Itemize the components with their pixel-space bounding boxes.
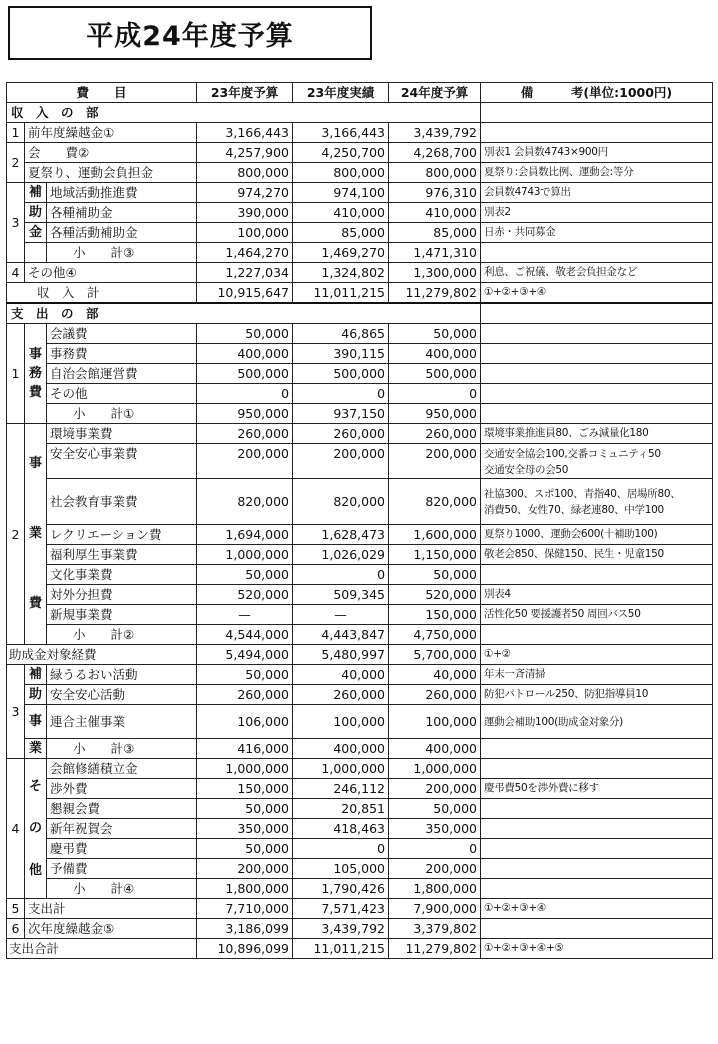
subtotal-row: 小 計② 4,544,000 4,443,847 4,750,000: [7, 625, 713, 645]
table-row: 4 その他④ 1,227,034 1,324,802 1,300,000 利息、ご祝儀、敬老会負担金など: [7, 263, 713, 283]
col-note-header: 備 考(単位:1000円): [481, 83, 713, 103]
subtotal-row: 小 計① 950,000 937,150 950,000: [7, 404, 713, 424]
table-row: 助 各種補助金 390,000 410,000 410,000 別表2: [7, 203, 713, 223]
table-row: 2 会 費② 4,257,900 4,250,700 4,268,700 別表1 会員数4743×900円: [7, 143, 713, 163]
col-2023-actual-header: 23年度実績: [293, 83, 389, 103]
table-row: 4 そ の 他 会館修繕積立金 1,000,000 1,000,000 1,000,000: [7, 759, 713, 779]
expense-total-row: 5 支出計 7,710,000 7,571,423 7,900,000 ①+②+③+④: [7, 899, 713, 919]
table-row: 予備費 200,000 105,000 200,000: [7, 859, 713, 879]
table-row: レクリエーション費 1,694,000 1,628,473 1,600,000 夏祭り1000、運動会600(十補助100): [7, 525, 713, 545]
grand-total-row: 支出合計 10,896,099 11,011,215 11,279,802 ①+②+③+④+⑤: [7, 939, 713, 959]
table-row: 事務費 400,000 390,115 400,000: [7, 344, 713, 364]
table-row: 2 事 業 費 環境事業費 260,000 260,000 260,000 環境事業推進員80、ごみ減量化180: [7, 424, 713, 444]
budget-table: [6, 82, 713, 959]
col-item-header: 費 目: [7, 83, 197, 103]
table-row: 事 連合主催事業 106,000 100,000 100,000 運動会補助100(助成金対象分): [7, 705, 713, 739]
expense-section-label: 支 出 の 部: [7, 303, 481, 324]
table-row: 自治会館運営費 500,000 500,000 500,000: [7, 364, 713, 384]
table-row: 夏祭り、運動会負担金 800,000 800,000 800,000 夏祭り:会員数比例、運動会:等分: [7, 163, 713, 183]
col-2023-budget-header: 23年度予算: [197, 83, 293, 103]
table-row: 慶弔費 50,000 0 0: [7, 839, 713, 859]
table-row: 助 安全安心活動 260,000 260,000 260,000 防犯パトロール250、防犯指導員10: [7, 685, 713, 705]
table-row: 1 事 務 費 会議費 50,000 46,865 50,000: [7, 324, 713, 344]
income-total-row: 収 入 計 10,915,647 11,011,215 11,279,802 ①+②+③+④: [7, 283, 713, 304]
table-row: 文化事業費 50,000 0 50,000: [7, 565, 713, 585]
col-2024-budget-header: 24年度予算: [389, 83, 481, 103]
table-row: 渉外費 150,000 246,112 200,000 慶弔費50を渉外費に移す: [7, 779, 713, 799]
table-row: 新規事業費 — — 150,000 活性化50 要援護者50 周回バス50: [7, 605, 713, 625]
page-title: 平成24年度予算: [8, 6, 372, 60]
income-section-row: [7, 103, 713, 123]
table-row: 福利厚生事業費 1,000,000 1,026,029 1,150,000 敬老会850、保健150、民生・児童150: [7, 545, 713, 565]
table-row: 新年祝賀会 350,000 418,463 350,000: [7, 819, 713, 839]
subtotal-row: 小 計④ 1,800,000 1,790,426 1,800,000: [7, 879, 713, 899]
table-row: 金 各種活動補助金 100,000 85,000 85,000 日赤・共同募金: [7, 223, 713, 243]
table-row: その他 0 0 0: [7, 384, 713, 404]
table-row: 対外分担費 520,000 509,345 520,000 別表4: [7, 585, 713, 605]
table-row: 懇親会費 50,000 20,851 50,000: [7, 799, 713, 819]
table-row: 1 前年度繰越金① 3,166,443 3,166,443 3,439,792: [7, 123, 713, 143]
table-row: 社会教育事業費 820,000 820,000 820,000 社協300、スポ100、青指40、居場所80、 消費50、女性70、緑老連80、中学100: [7, 479, 713, 525]
table-row: 3 補 緑うるおい活動 50,000 40,000 40,000 年末一斉清掃: [7, 665, 713, 685]
table-row: 3 補 地域活動推進費 974,270 974,100 976,310 会員数4743で算出: [7, 183, 713, 203]
expense-section-row: [7, 303, 713, 324]
subtotal-row: 小 計③ 1,464,270 1,469,270 1,471,310: [7, 243, 713, 263]
subtotal-row: 業 小 計③ 416,000 400,000 400,000: [7, 739, 713, 759]
income-section-label: 収 入 の 部: [7, 103, 481, 123]
header-row: [7, 83, 713, 103]
table-row: 安全安心事業費 200,000 200,000 200,000 交通安全協会100,交番コミュニティ50 交通安全母の会50: [7, 444, 713, 479]
subsidy-total-row: 助成金対象経費 5,494,000 5,480,997 5,700,000 ①+②: [7, 645, 713, 665]
carryover-row: 6 次年度繰越金⑤ 3,186,099 3,439,792 3,379,802: [7, 919, 713, 939]
